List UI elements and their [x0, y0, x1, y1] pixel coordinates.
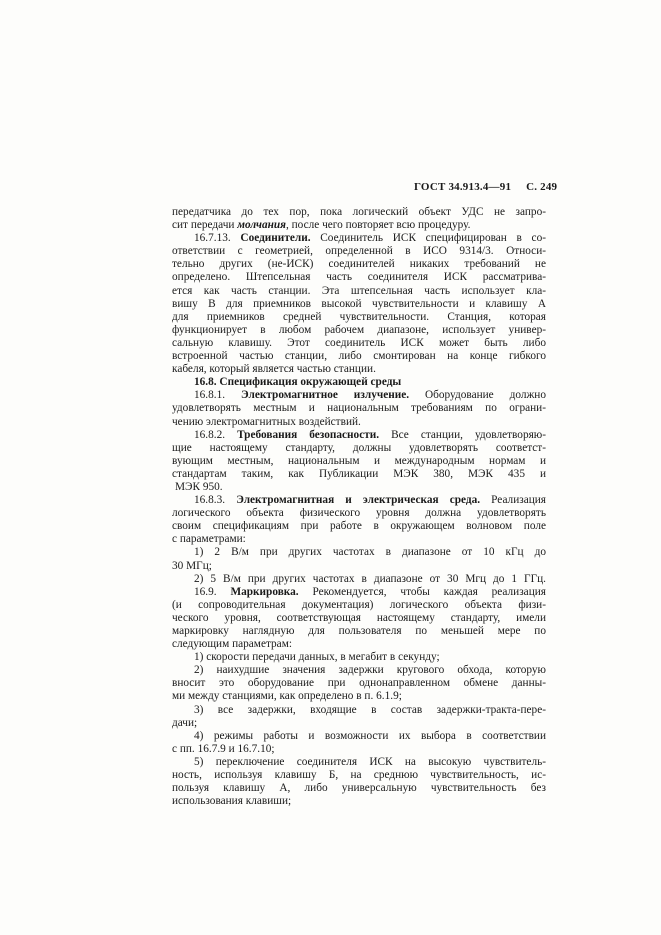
section-title: Маркировка. [230, 585, 299, 598]
text-line: МЭК 950. [175, 480, 223, 493]
section-title: Требования безопасности. [237, 428, 380, 441]
text-line: ми между станциями, как определено в п. 6.1.9; [172, 690, 402, 703]
text-line: с пп. 16.7.9 и 16.7.10; [172, 742, 275, 755]
text-line: вующим местным, национальным и международным нормам и [172, 454, 546, 467]
section-heading-line: 16.7.13. Соединители. Соединитель ИСК специфицирован в со- [194, 232, 546, 245]
text-line: ческого уровня, соответствующая настоящему стандарту, имели [172, 611, 546, 624]
list-item: 5) переключение соединителя ИСК на высокую чувствитель- [194, 755, 546, 768]
page-number: С. 249 [526, 181, 558, 193]
text-line: вносит это оборудование при однонаправленном обмене данны- [172, 677, 546, 690]
text-line: передатчика до тех пор, пока логический объект УДС не запро- [172, 206, 546, 218]
list-item: 3) все задержки, входящие в состав задержки-тракта-пере- [194, 703, 546, 716]
text-line: дачи; [172, 716, 198, 729]
text-line: для приемников средней чувствительности. Станция, которая [172, 310, 546, 323]
text-line: следующим параметрам: [172, 638, 292, 651]
section-heading-line: 16.8.3. Электромагнитная и электрическая среда. Реализация [194, 494, 547, 507]
list-item: 1) 2 В/м при других частотах в диапазоне от 10 кГц до [194, 546, 546, 559]
section-heading-line: 16.8.1. Электромагнитное излучение. Оборудование должно [194, 389, 546, 402]
text-line: вишу В для приемников высокой чувствительности и клавишу А [172, 297, 546, 310]
text-line: пользуя клавишу А, либо универсальную чувствительность без [172, 782, 546, 795]
section-heading: 16.8. Спецификация окружающей среды [194, 376, 402, 389]
section-title: Электромагнитная и электрическая среда. [236, 494, 481, 507]
standard-number: ГОСТ 34.913.4—91 [414, 181, 512, 193]
list-item: 2) наихудшие значения задержки кругового обхода, которую [194, 664, 546, 677]
emphasis: молчания [237, 219, 286, 232]
section-title: Электромагнитное излучение. [240, 389, 410, 402]
text-line: сит передачи молчания, после чего повторяет всю процедуру. [172, 219, 471, 232]
text-line: маркировку наглядную для пользователя по меньшей мере по [172, 625, 546, 637]
text-line: ность, используя клавишу Б, на среднюю чувствительность, ис- [172, 769, 546, 782]
body-text [172, 206, 546, 808]
list-item: 1) скорости передачи данных, в мегабит в секунду; [194, 651, 440, 664]
page-header [414, 181, 594, 193]
list-item: 4) режимы работы и возможности их выбора в соответствии [194, 729, 546, 742]
text-line: определено. Штепсельная часть соединителя ИСК рассматрива- [172, 271, 546, 284]
text-line: встроенной частью станции, либо смонтирован на конце гибкого [172, 350, 546, 363]
text-line: с параметрами: [172, 533, 246, 546]
text-line: ется как часть станции. Эта штепсельная часть использует кла- [172, 284, 546, 297]
text-line: щие настоящему стандарту, должны удовлетворять соответст- [172, 441, 546, 454]
text-line: кабеля, который является частью станции. [172, 363, 376, 376]
text-line: удовлетворять местным и национальным требованиям по ограни- [172, 402, 546, 415]
text-line: (и сопроводительная документация) логического объекта физи- [172, 598, 546, 611]
text-line: функционирует в любом рабочем диапазоне, использует универ- [172, 323, 546, 336]
text-line: своим спецификациям при работе в окружающем волновом поле [172, 520, 546, 533]
text-line: логического объекта физического уровня должна удовлетворять [172, 507, 546, 520]
text-line: использования клавиши; [172, 795, 292, 808]
section-heading-line: 16.9. Маркировка. Рекомендуется, чтобы каждая реализация [194, 585, 546, 598]
text-line: 30 МГц; [172, 559, 212, 572]
list-item: 2) 5 В/м при других частотах в диапазоне от 30 Мгц до 1 ГГц. [194, 572, 546, 585]
text-line: сальную клавишу. Этот соединитель ИСК может быть либо [172, 336, 546, 349]
section-heading-line: 16.8.2. Требования безопасности. Все станции, удовлетворяю- [194, 428, 547, 441]
text-line: стандартам таким, как Публикации МЭК 380, МЭК 435 и [172, 467, 546, 480]
section-title: Соединители. [240, 232, 311, 245]
text-line: ответствии с геометрией, определенной в ИСО 9314/3. Относи- [172, 245, 546, 258]
text-line: тельно других (не-ИСК) соединителей никаких требований не [172, 258, 546, 271]
text-line: чению электромагнитных воздействий. [172, 415, 361, 428]
